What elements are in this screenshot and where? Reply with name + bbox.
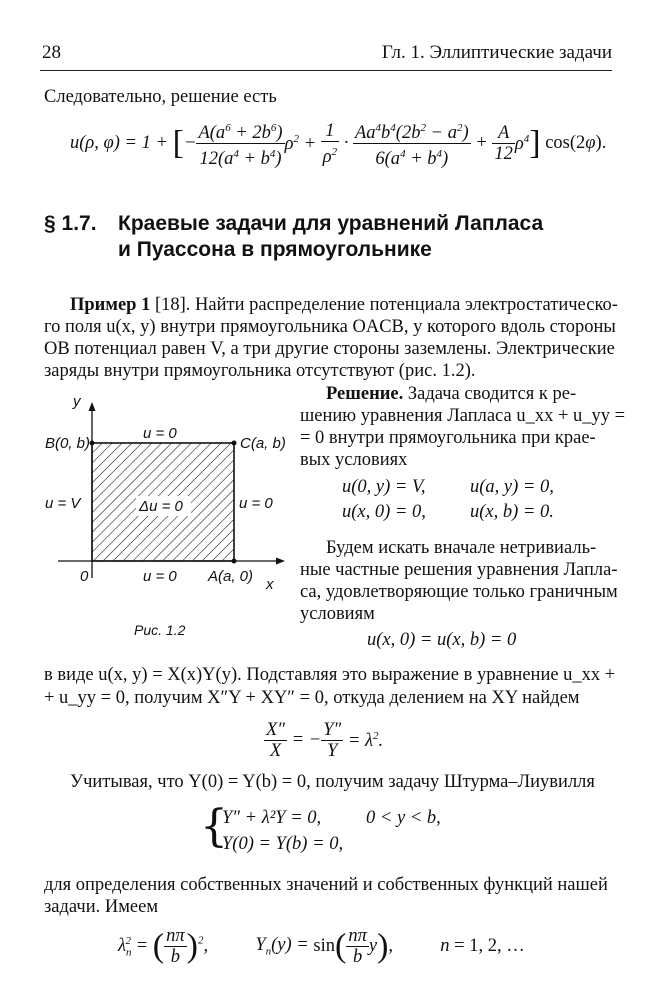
nontrivial-line2: ные частные решения уравнения Лапла- xyxy=(300,560,618,580)
solution-formula: u(ρ, φ) = 1 + [− $\frac{A(a^6 + 2b^6)}{12(a^4 + b^4)}$ $\rho^2$ + $\frac{1}{\rho^2}$ · $\frac{Aa^4b^4(2b^2 - a^2)}{6(a^4 + b^4)}$ + $\frac{A}{12}$ $\rho^4$] cos(2φ). xyxy=(70,118,630,169)
example-ref: [18]. xyxy=(154,295,191,315)
solution-line3: = 0 внутри прямоугольника при крае- xyxy=(300,428,596,448)
origin-label: 0 xyxy=(80,568,89,585)
example-line1 xyxy=(70,294,618,316)
boundary-cond-3: u(x, 0) = 0, xyxy=(342,502,426,522)
x-axis-arrow-icon xyxy=(276,558,285,565)
inside-label: Δu = 0 xyxy=(139,498,183,515)
bottom-bc-label: u = 0 xyxy=(143,568,177,585)
solution-line1: Решение. Задача сводится к ре- xyxy=(326,384,577,404)
corner-c-label: C(a, b) xyxy=(240,435,286,452)
example-text1: Найти распределение потенциала электростатическо- xyxy=(195,295,618,315)
separation-line1: в виде u(x, y) = X(x)Y(y). Подставляя это выражение в уравнение u_xx + xyxy=(44,665,616,685)
running-header: Гл. 1. Эллиптические задачи xyxy=(381,42,612,63)
solution-line2: шению уравнения Лапласа u_xx + u_yy = xyxy=(300,406,626,426)
nontrivial-line1: Будем искать вначале нетривиаль- xyxy=(326,538,597,558)
x-axis-label: x xyxy=(266,576,274,593)
y-axis-label: y xyxy=(73,396,81,410)
ending-line2: задачи. Имеем xyxy=(44,897,159,917)
sl-interval: 0 < y < b, xyxy=(366,808,441,828)
example-label: Пример 1 xyxy=(70,295,151,315)
nontrivial-line3: са, удовлетворяющие только граничным xyxy=(300,582,618,602)
paragraph-intro: Следовательно, решение есть xyxy=(44,87,277,107)
corner-dot-a xyxy=(232,559,237,564)
corner-dot-c xyxy=(232,441,237,446)
eigen-formula: $\lambda_n^2$ = ( $\frac{n\pi}{b}$ )$^2$, $Y_n(y) = \sin$( $\frac{n\pi}{b}$ y), n = 1, 2, … xyxy=(118,926,525,967)
corner-b-label: B(0, b) xyxy=(45,435,91,452)
boundary-cond-1: u(0, y) = V, xyxy=(342,477,426,497)
corner-a-label: A(a, 0) xyxy=(208,568,254,585)
sl-equation: Y″ + λ²Y = 0, xyxy=(222,808,322,828)
figure-1-2 xyxy=(40,396,290,596)
boundary-eq: u(x, 0) = u(x, b) = 0 xyxy=(367,630,517,650)
separation-line2: + u_yy = 0, получим X″Y + XY″ = 0, откуда делением на XY найдем xyxy=(44,688,580,708)
separation-formula: $\frac{X''}{X}$ = − $\frac{Y''}{Y}$ = $\lambda^2$. xyxy=(266,720,384,761)
given-line: Учитывая, что Y(0) = Y(b) = 0, получим задачу Штурма–Лиувилля xyxy=(70,772,595,792)
nontrivial-line4: условиям xyxy=(300,604,375,624)
ending-line1: для определения собственных значений и собственных функций нашей xyxy=(44,875,608,895)
example-line4: заряды внутри прямоугольника отсутствуют (рис. 1.2). xyxy=(44,361,476,381)
corner-dot-b xyxy=(90,441,95,446)
section-number: § 1.7. xyxy=(44,212,97,235)
solution-line4: вых условиях xyxy=(300,450,408,470)
solution-label: Решение. xyxy=(326,384,404,404)
system-brace: { xyxy=(200,801,228,852)
y-axis-arrow-icon xyxy=(89,402,96,411)
example-line3: OB потенциал равен V, а три другие стороны заземлены. Электрические xyxy=(44,339,615,359)
header-rule xyxy=(40,70,612,71)
figure-caption: Рис. 1.2 xyxy=(134,622,186,638)
right-bc-label: u = 0 xyxy=(239,495,273,512)
page-number: 28 xyxy=(42,42,61,63)
section-title-line1: Краевые задачи для уравнений Лапласа xyxy=(118,212,544,235)
left-bc-label: u = V xyxy=(45,495,81,512)
top-bc-label: u = 0 xyxy=(143,425,177,442)
section-title-line2: и Пуассона в прямоугольнике xyxy=(118,238,432,261)
example-line2: го поля u(x, y) внутри прямоугольника OACB, у которого вдоль стороны xyxy=(44,317,616,337)
boundary-cond-2: u(a, y) = 0, xyxy=(470,477,554,497)
sl-boundary: Y(0) = Y(b) = 0, xyxy=(222,834,344,854)
boundary-cond-4: u(x, b) = 0. xyxy=(470,502,554,522)
